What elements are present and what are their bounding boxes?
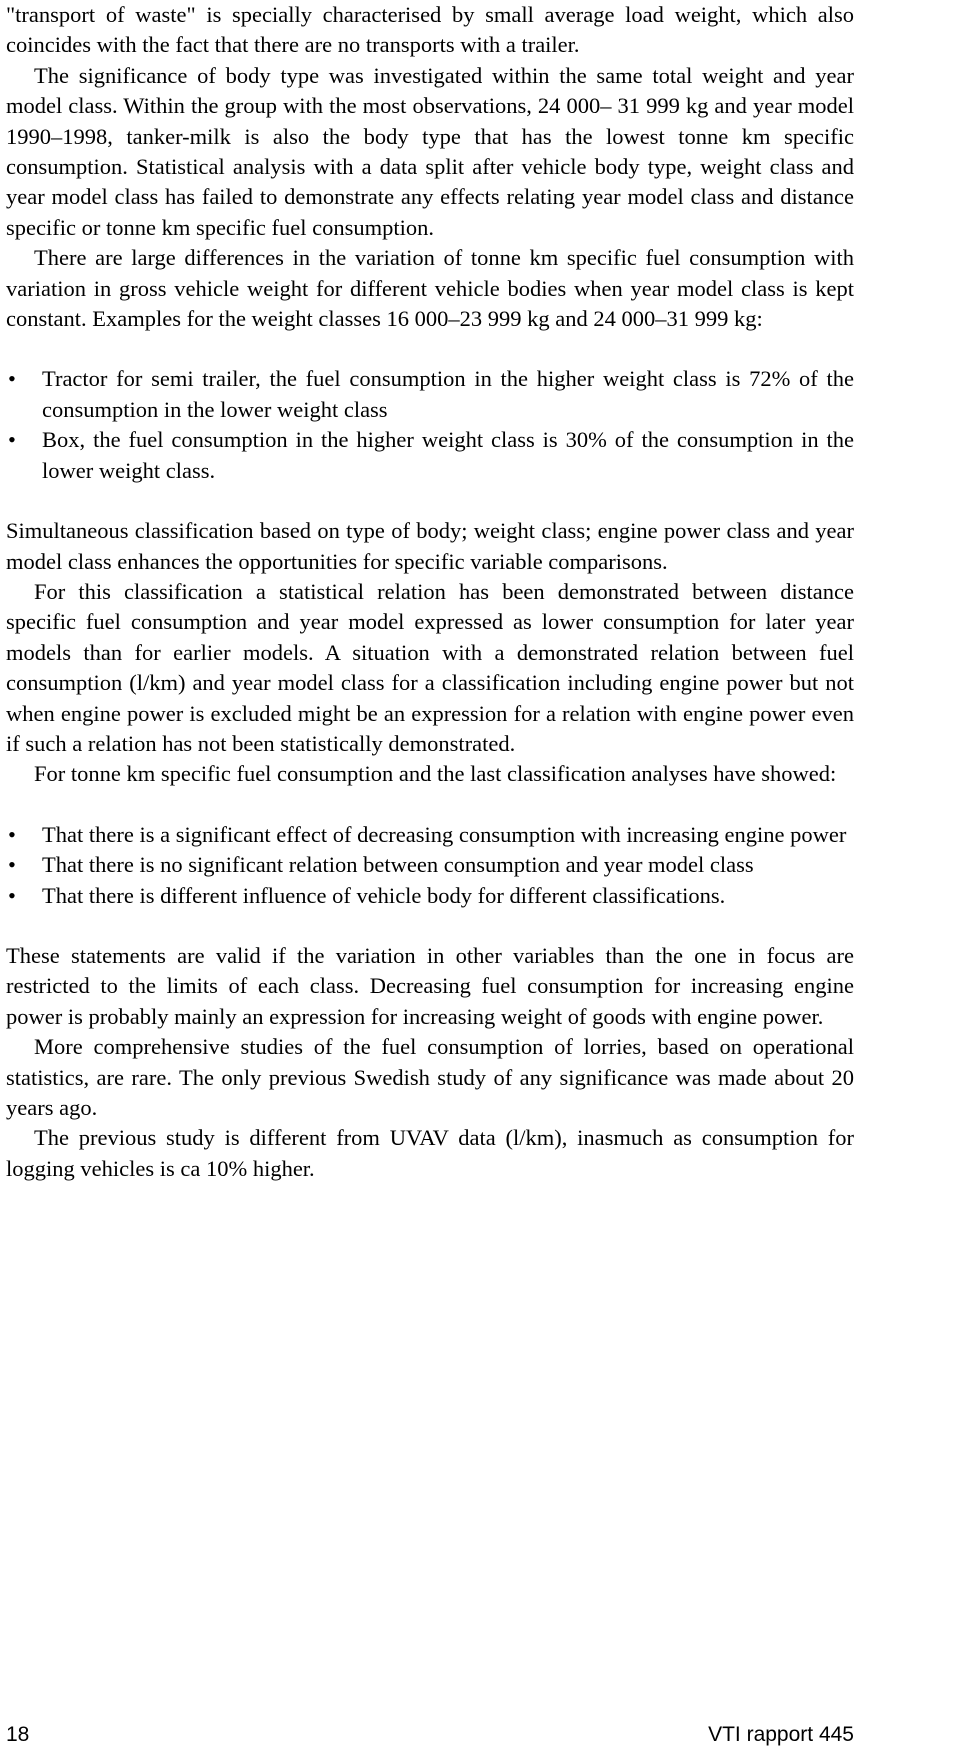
- document-body: [6, 0, 854, 1184]
- list-item: [6, 881, 854, 911]
- bullet-dot-icon: •: [8, 366, 16, 392]
- bullet-dot-icon: •: [8, 427, 16, 453]
- list-item: [6, 850, 854, 880]
- bullet-dot-icon: •: [8, 821, 16, 847]
- report-id: VTI rapport 445: [708, 1723, 854, 1746]
- paragraph: Simultaneous classification based on type of body; weight class; engine power class and year model class enhances the opportunities for specific variable comparisons.: [6, 518, 854, 574]
- paragraph: For tonne km specific fuel consumption and the last classification analyses have showed:: [34, 761, 837, 787]
- list-item: [6, 425, 854, 486]
- spacer: [6, 334, 854, 364]
- list-item-text: Box, the fuel consumption in the higher weight class is 30% of the consumption in the lower weight class.: [42, 427, 854, 483]
- bullet-dot-icon: •: [8, 882, 16, 908]
- list-item: [6, 820, 854, 850]
- paragraph: The previous study is different from UVAV data (l/km), inasmuch as consumption for logging vehicles is ca 10% higher.: [6, 1125, 854, 1181]
- list-item-text: That there is different influence of vehicle body for different classifications.: [42, 882, 726, 908]
- paragraph: "transport of waste" is specially characterised by small average load weight, which also coincides with the fact that there are no transports with a trailer.: [6, 2, 854, 58]
- list-item-text: That there is no significant relation between consumption and year model class: [42, 852, 754, 878]
- bullet-list: [6, 364, 854, 486]
- spacer: [6, 790, 854, 820]
- bullet-dot-icon: •: [8, 852, 16, 878]
- bullet-list: [6, 820, 854, 911]
- paragraph: These statements are valid if the variation in other variables than the one in focus are restricted to the limits of each class. Decreasing fuel consumption for increasing engine power is probably mainly an expression for increasing weight of goods with engine power.: [6, 942, 854, 1029]
- list-item: [6, 364, 854, 425]
- paragraph: There are large differences in the variation of tonne km specific fuel consumption with variation in gross vehicle weight for different vehicle bodies when year model class is kept constant. Examples for the weight classes 16 000–23 999 kg and 24 000–31 999 kg:: [6, 245, 854, 332]
- paragraph: The significance of body type was investigated within the same total weight and year model class. Within the group with the most observations, 24 000– 31 999 kg and year model 1990–1998, tanker-milk is also the body type that has the lowest tonne km specific consumption. Statistical analysis with a data split after vehicle body type, weight class and year model class has failed to demonstrate any effects relating year model class and distance specific or tonne km specific fuel consumption.: [6, 62, 854, 240]
- spacer: [6, 911, 854, 941]
- list-item-text: Tractor for semi trailer, the fuel consumption in the higher weight class is 72% of the consumption in the lower weight class: [42, 366, 854, 422]
- paragraph: For this classification a statistical relation has been demonstrated between distance specific fuel consumption and year model expressed as lower consumption for later year models than for earlier models. A situation with a demonstrated relation between fuel consumption (l/km) and year model class for a classification including engine power but not when engine power is excluded might be an expression for a relation with engine power even if such a relation has not been statistically demonstrated.: [6, 578, 854, 756]
- list-item-text: That there is a significant effect of decreasing consumption with increasing engine power: [42, 821, 847, 847]
- paragraph: More comprehensive studies of the fuel consumption of lorries, based on operational statistics, are rare. The only previous Swedish study of any significance was made about 20 years ago.: [6, 1034, 854, 1120]
- spacer: [6, 486, 854, 516]
- page-number: 18: [6, 1723, 30, 1746]
